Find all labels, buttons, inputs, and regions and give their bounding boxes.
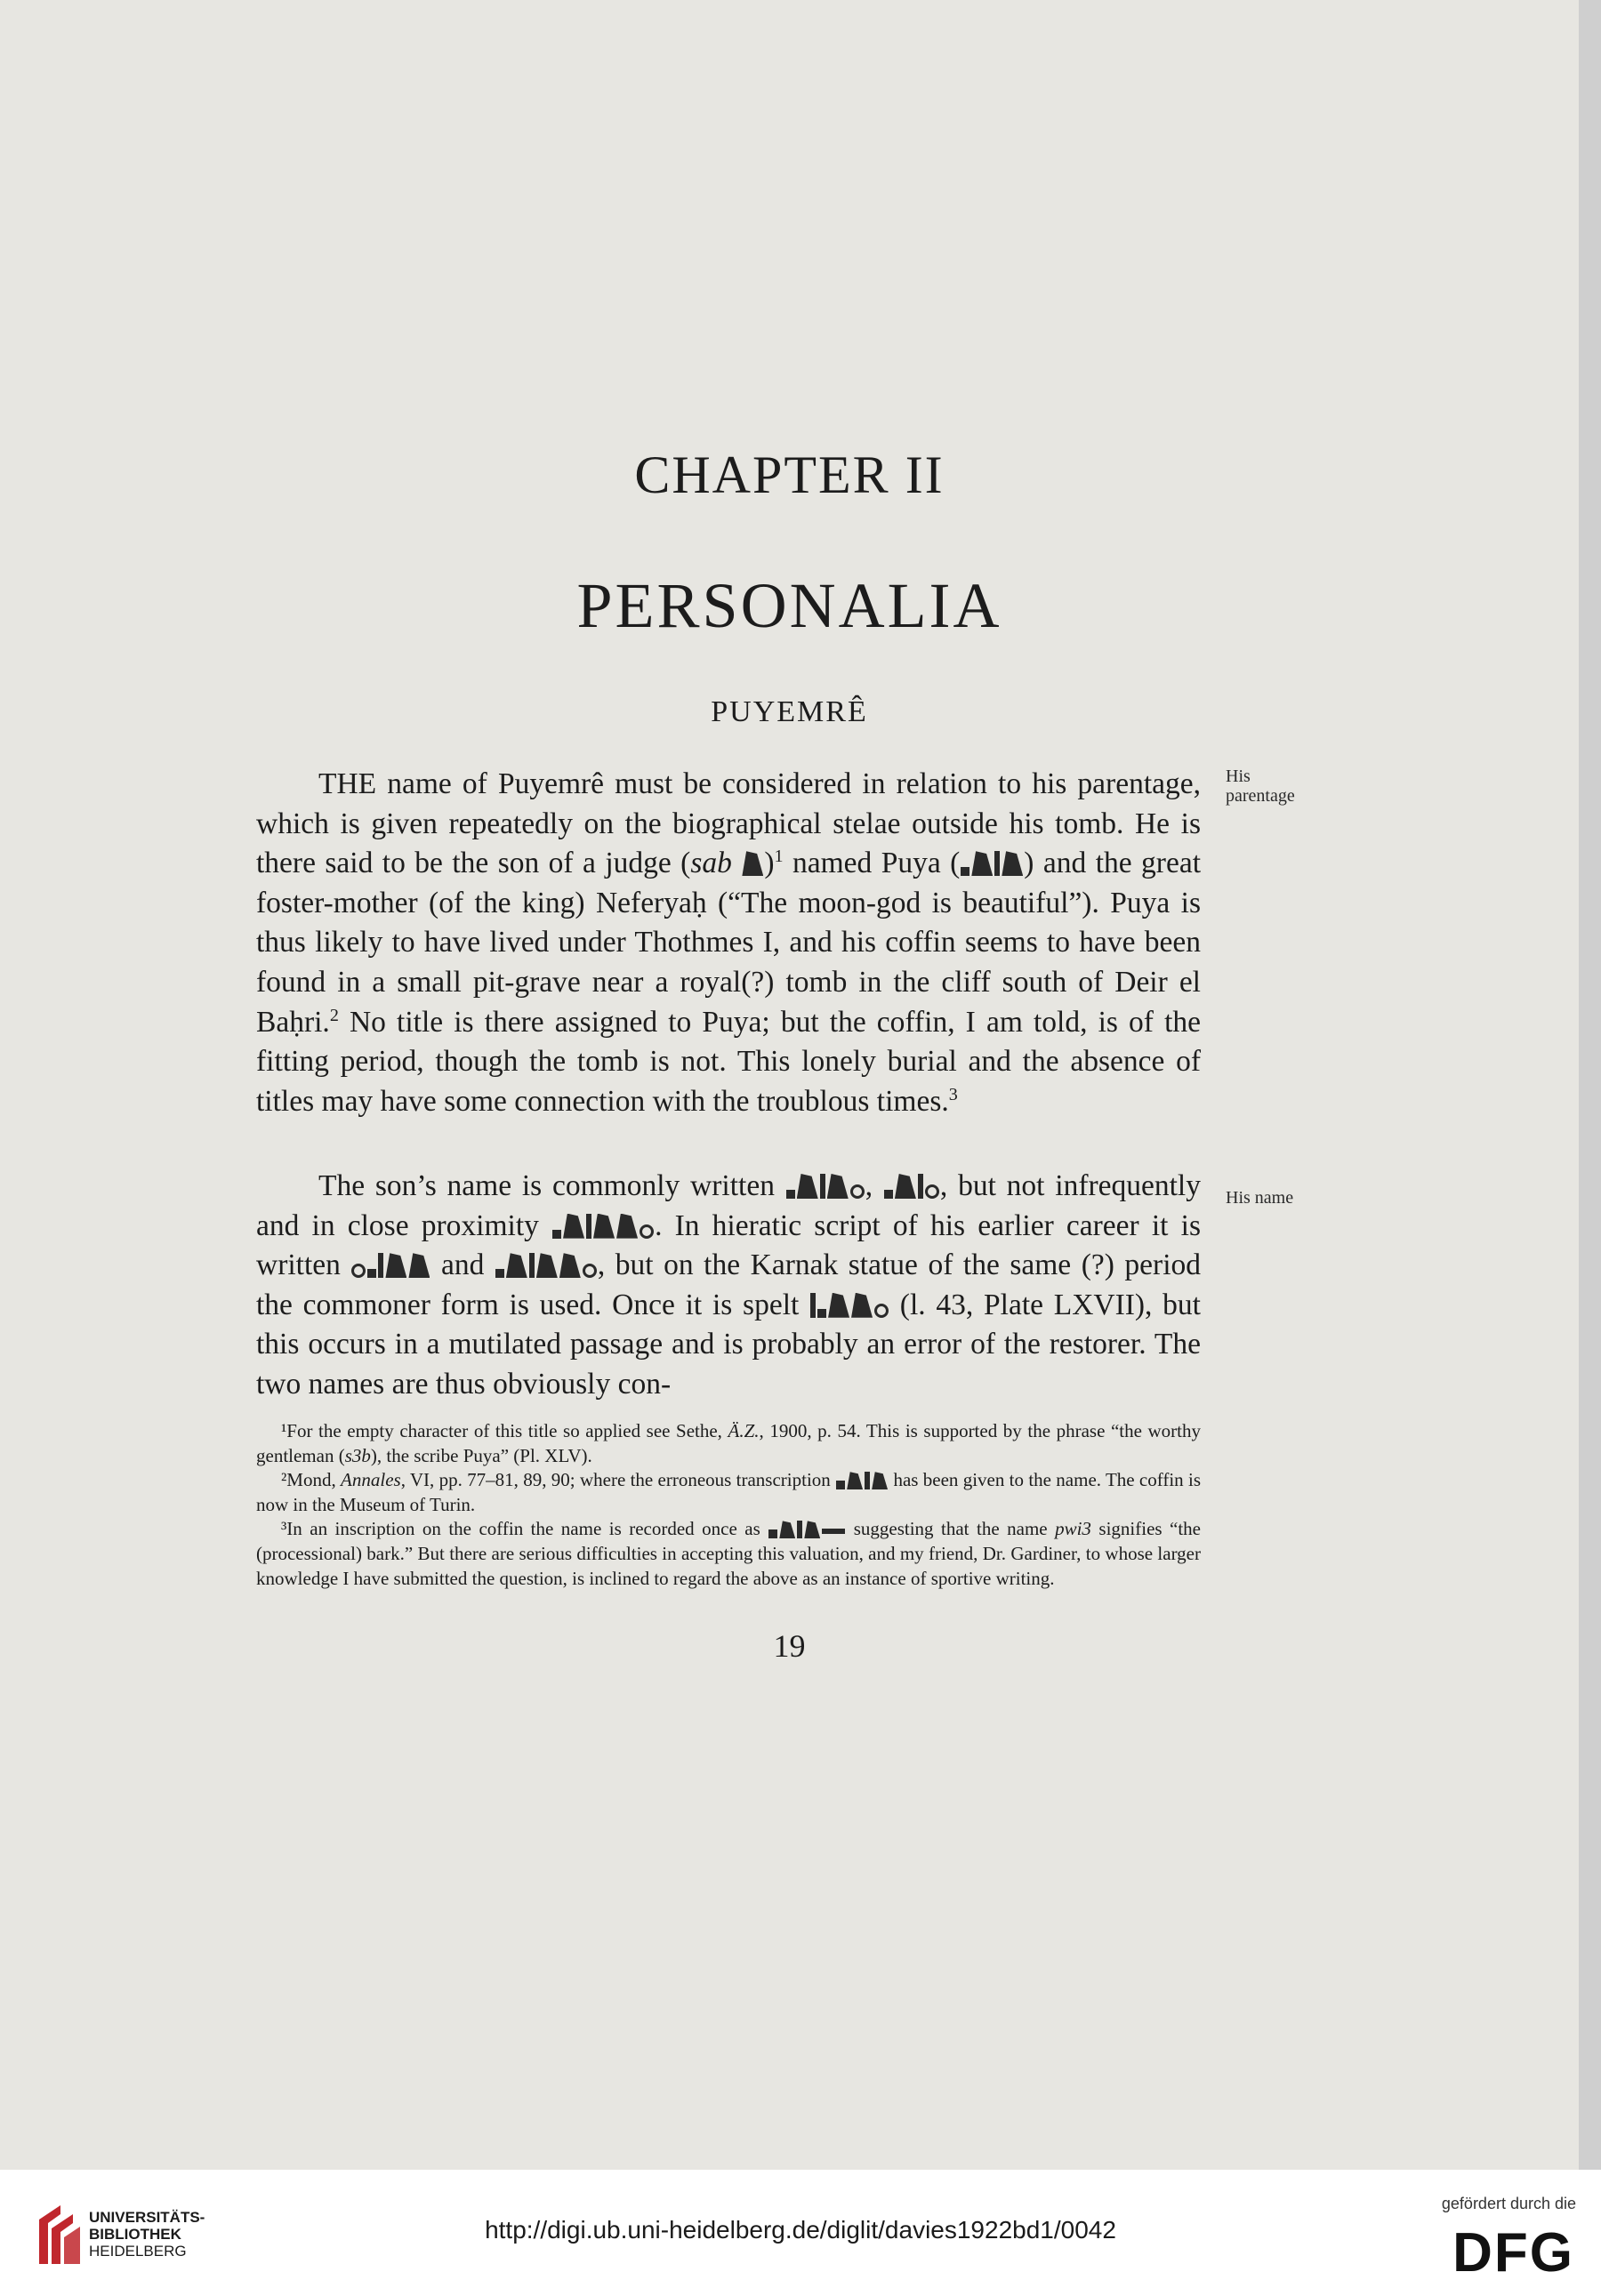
hieroglyph-icon: [640, 1224, 654, 1239]
hieroglyph-icon: [563, 1214, 584, 1239]
hieroglyph-icon: [616, 1214, 638, 1239]
footnote-1: [256, 1419, 1201, 1468]
library-name-line3: HEIDELBERG: [89, 2243, 187, 2260]
italic-run: Annales: [341, 1469, 401, 1491]
hieroglyph-icon: [586, 1214, 591, 1239]
paragraph-parentage: [256, 765, 1201, 1121]
hieroglyph-icon: [559, 1253, 581, 1278]
page-number: 19: [773, 1628, 806, 1664]
hieroglyph-icon: [874, 1304, 889, 1318]
text-run: ³In an inscription on the coffin the name is recorded once as: [281, 1518, 768, 1540]
chapter-heading: CHAPTER II: [634, 446, 945, 504]
hieroglyph-icon: [836, 1481, 845, 1489]
hieroglyph-icon: [872, 1472, 888, 1489]
hieroglyph-icon: [851, 1293, 873, 1318]
hieroglyph-icon: [536, 1253, 558, 1278]
hieroglyph-icon: [495, 1269, 504, 1278]
text-run: named Puya (: [783, 847, 961, 880]
hieroglyph-icon: [583, 1264, 597, 1278]
hieroglyph-icon: [378, 1253, 383, 1278]
hieroglyph-icon: [804, 1521, 820, 1538]
text-run: , VI, pp. 77–81, 89, 90; where the erroneous transcription: [400, 1469, 836, 1491]
italic-run: s3b: [344, 1444, 371, 1466]
marginal-note-parentage-line2: parentage: [1226, 786, 1295, 806]
text-run: , 1900, p. 54. This is supported by the phrase “the worthy gentleman (: [256, 1420, 1201, 1466]
hieroglyph-icon: [385, 1253, 406, 1278]
page-edge: [1579, 0, 1601, 2170]
text-run: ): [764, 847, 775, 880]
hieroglyph-icon: [786, 1190, 795, 1199]
hieroglyph-icon: [828, 1293, 849, 1318]
text-run: and: [430, 1248, 495, 1282]
hieroglyph-icon: [895, 1174, 916, 1199]
hieroglyph-icon: [925, 1184, 939, 1199]
funded-by-label: gefördert durch die: [1441, 2195, 1576, 2212]
paragraph-name: The son’s name is commonly written , , but not infrequently and in close proximity . In hieratic script of his earlier career it is written and , but on the Karnak statue of the same (?) period the commoner form is used. Once it is spelt (l. 43, Plate LXVII), but this occurs in a mutilated passage and is probably an error of the restorer. The two names are thus obviously con-: [256, 1169, 1202, 1401]
hieroglyph-icon: [506, 1253, 527, 1278]
hieroglyph-icon: [961, 867, 969, 876]
hieroglyph-icon: [971, 851, 993, 876]
hieroglyph-icon: [593, 1214, 615, 1239]
hieroglyph-icon: [797, 1174, 818, 1199]
text-run: , but on the Karnak statue of the same (?) period the commoner form is used. Once it is spelt: [256, 1248, 1202, 1321]
hieroglyph-icon: [351, 1264, 366, 1278]
footnote-ref-3[interactable]: 3: [948, 1084, 958, 1104]
footer-bar: [0, 2170, 1601, 2296]
hieroglyph-icon: [817, 1309, 826, 1318]
hieroglyph-icon: [742, 851, 763, 876]
hieroglyph-icon: [918, 1174, 923, 1199]
hieroglyph-icon: [529, 1253, 535, 1278]
hieroglyph-icon: [367, 1269, 376, 1278]
text-run: The son’s name is commonly written: [318, 1169, 785, 1202]
hieroglyph-icon: [847, 1472, 863, 1489]
hieroglyph-icon: [994, 851, 1000, 876]
text-run: No title is there assigned to Puya; but the coffin, I am told, is of the fitting period, though the tomb is not. This lonely burial and the absence of titles may have some connection with the troublous times.: [256, 1005, 1201, 1118]
hieroglyph-icon: [408, 1253, 430, 1278]
text-run: ²Mond,: [281, 1469, 342, 1491]
text-run: THE name of Puyemrê must be considered in relation to his parentage, which is given repeatedly on the biographical stelae outside his tomb. He is there said to be the son of a judge (: [256, 767, 1201, 880]
marginal-note-parentage: [1226, 767, 1295, 806]
section-title: PUYEMRÊ: [711, 695, 868, 728]
footnotes: [256, 1419, 1201, 1591]
hieroglyph-icon: [810, 1293, 816, 1318]
marginal-note-name: His name: [1226, 1188, 1294, 1208]
hieroglyph-icon: [827, 1174, 849, 1199]
text-run: , but not infrequently and in close proximity: [256, 1169, 1201, 1242]
hieroglyph-icon: [865, 1472, 870, 1489]
hieroglyph-icon: [552, 1230, 561, 1239]
hieroglyph-icon: [1002, 851, 1023, 876]
library-name-line1: UNIVERSITÄTS-: [89, 2209, 205, 2226]
library-name-line2: BIBLIOTHEK: [89, 2226, 181, 2243]
hieroglyph-icon: [820, 1174, 825, 1199]
footnote-3: [256, 1517, 1201, 1591]
hieroglyph-icon: [768, 1529, 777, 1538]
hieroglyph-icon: [850, 1184, 865, 1199]
marginal-note-parentage-line1: His: [1226, 767, 1251, 786]
chapter-title: PERSONALIA: [576, 570, 1002, 641]
text-run: suggesting that the name: [846, 1518, 1056, 1540]
hieroglyph-icon: [884, 1190, 893, 1199]
hieroglyph-icon: [779, 1521, 795, 1538]
italic-run: pwi3: [1055, 1518, 1091, 1540]
footnote-2: [256, 1468, 1201, 1517]
text-run: (l. 43, Plate LXVII), but this occurs in a mutilated passage and is probably an error of the restorer. The two names are thus obviously con-: [256, 1288, 1201, 1401]
text-run: signifies “the (processional) bark.” But there are serious difficulties in accepting this valuation, and my friend, Dr. Gardiner, to whose larger knowledge I have submitted the question, is inclined to regard the above as an instance of sportive writing.: [256, 1518, 1202, 1589]
footnote-ref-1[interactable]: 1: [774, 847, 784, 867]
text-run: has been given to the name. The coffin is now in the Museum of Turin.: [256, 1469, 1202, 1515]
permalink-url[interactable]: http://digi.ub.uni-heidelberg.de/diglit/davies1922bd1/0042: [485, 2216, 1116, 2244]
boat-hieroglyph-icon: [822, 1529, 845, 1534]
italic-run: Ä.Z.: [728, 1420, 760, 1441]
text-run: ), the scribe Puya” (Pl. XLV).: [370, 1444, 592, 1466]
text-run: ¹For the empty character of this title so applied see Sethe,: [281, 1420, 728, 1441]
hieroglyph-icon: [797, 1521, 802, 1538]
italic-sab: sab: [690, 847, 732, 880]
dfg-logo: DFG: [1452, 2222, 1574, 2284]
footnote-ref-2[interactable]: 2: [329, 1005, 339, 1025]
text-run: ) and the great foster-mother (of the king) Neferyaḥ (“The moon-god is beautiful”). Puya is thus likely to have lived under Thothmes I, and his coffin seems to have been found in a small pit-grave near a royal(?) tomb in the cliff south of Deir el Baḥri.: [256, 847, 1202, 1039]
text-run: . In hieratic script of his earlier career it is written: [256, 1208, 1201, 1282]
